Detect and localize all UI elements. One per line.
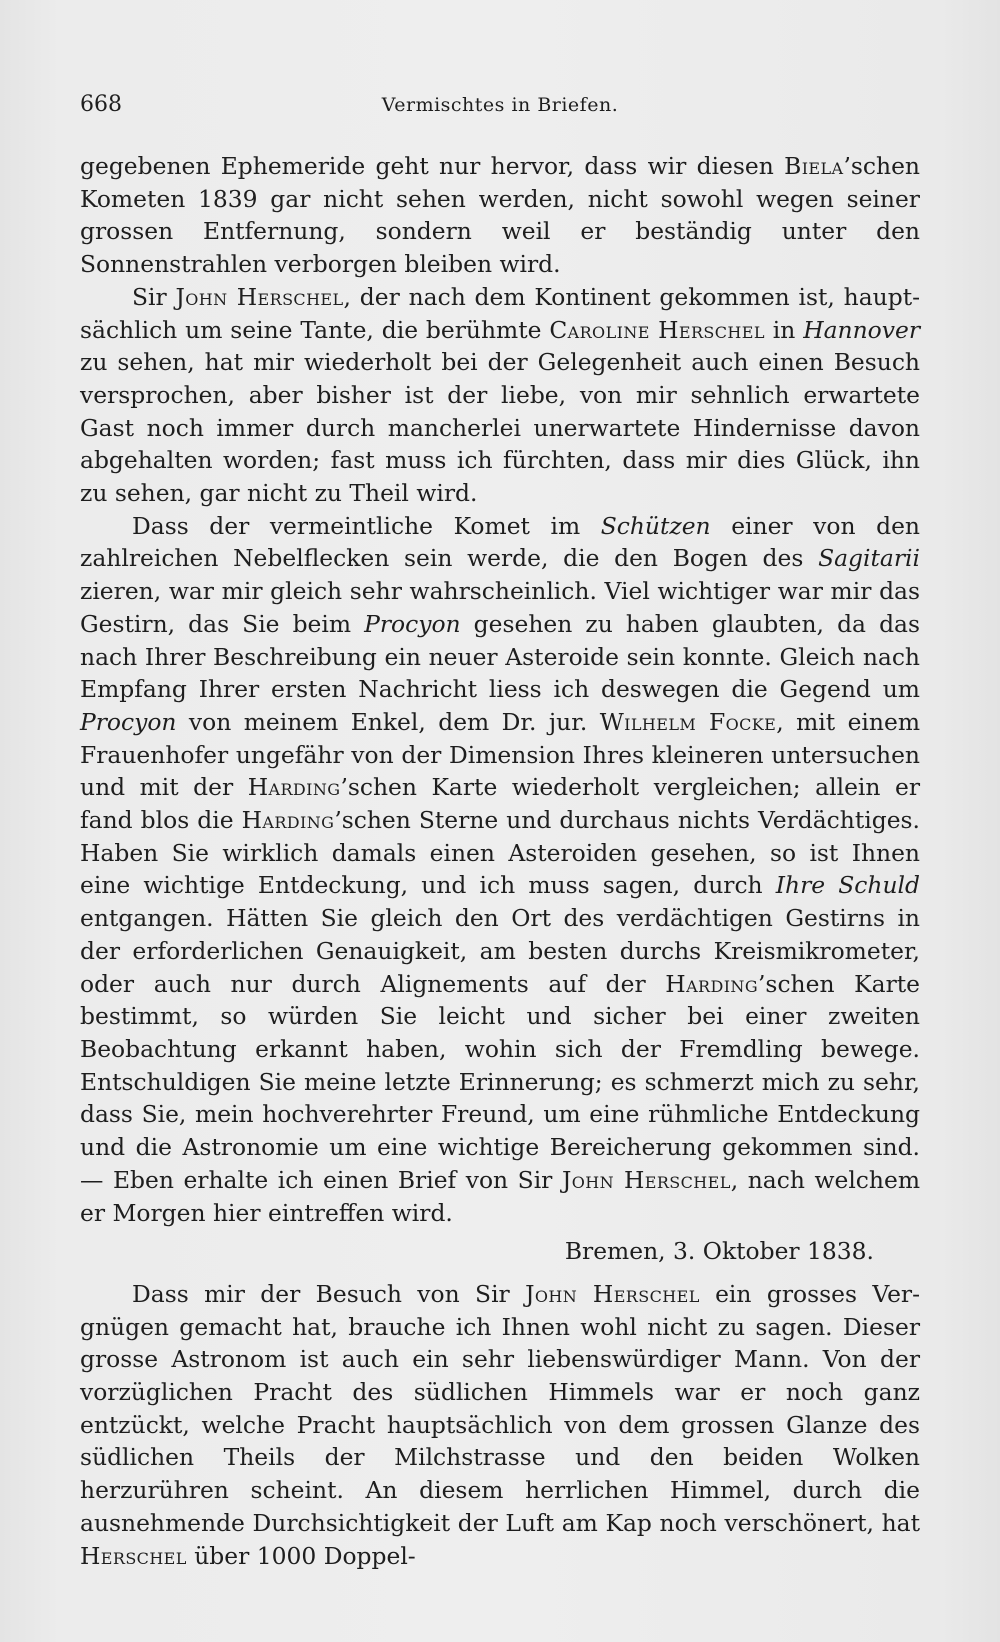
text-run: gegebenen Ephemeride geht nur hervor, dass wir diesen: [80, 152, 785, 180]
text-run: ’schen Kometen 1839 gar nicht sehen werden, nicht sowohl wegen seiner grossen Entfernung, sondern weil er beständig unter den Sonnenstrahlen verborgen bleiben wird.: [80, 152, 920, 279]
paragraph-comet: [80, 510, 920, 1229]
text-run: Dass mir der Besuch von Sir: [132, 1279, 526, 1308]
term-schuetzen: Schützen: [600, 511, 711, 540]
text-run: entgangen. Hätten Sie gleich den Ort des verdächtigen Gestirns in der erforderlichen Genauigkeit, am besten durchs Kreismikrometer, oder auch nur durch Alignements auf der: [80, 904, 920, 998]
paragraph-herschel-visit: [80, 281, 920, 510]
name-harding: Harding: [241, 806, 335, 835]
paragraph-visit-report: [80, 1278, 920, 1572]
text-run: Dass der vermeintliche Komet im: [132, 511, 601, 540]
text-run: Sir: [132, 282, 176, 311]
term-procyon: Procyon: [80, 707, 177, 736]
letter-dateline: Bremen, 3. Oktober 1838.: [564, 1237, 874, 1266]
name-biela: Biela: [784, 152, 844, 180]
name-john-herschel: John Herschel: [175, 282, 344, 311]
text-run: gesehen zu haben glaubten, da das nach Ihrer Beschreibung ein neuer Asteroide sein konnte. Gleich nach Empfang Ihrer ersten Nachricht liess ich deswegen die Gegend um: [80, 609, 920, 704]
text-run: , der nach dem Kontinent gekommen ist, hauptsächlich um seine Tante, die berühmte: [80, 282, 921, 344]
text-run: ein grosses Vergnügen gemacht hat, brauche ich Ihnen wohl nicht zu sagen. Dieser grosse Astronom ist auch ein sehr liebenswürdiger Mann. Von der vorzüglichen Pracht des südlichen Himmels war er noch ganz entzückt, welche Pracht hauptsächlich von dem grossen Glanze des südlichen Theils der Milchstrasse und den beiden Wolken herzurühren scheint. An diesem herrlichen Himmel, durch die ausnehmende Durchsichtigkeit der Luft am Kap noch verschönert, hat: [80, 1279, 920, 1537]
term-ihre-schuld: Ihre Schuld: [775, 871, 920, 900]
name-harding: Harding: [665, 969, 758, 998]
text-run: zieren, war mir gleich sehr wahrscheinlich. Viel wichtiger war mir das Gestirn, das Sie beim: [80, 577, 920, 638]
page-body: [80, 150, 920, 1572]
name-herschel: Herschel: [80, 1541, 187, 1570]
text-run: , nach welchem er Morgen hier eintreffen wird.: [80, 1165, 920, 1227]
name-john-herschel: John Herschel: [525, 1279, 700, 1308]
text-run: einer von den zahlreichen Nebelflecken sein werde, die den Bogen des: [80, 511, 920, 573]
term-sagitarii: Sagitarii: [818, 544, 920, 573]
term-procyon: Procyon: [364, 609, 461, 638]
text-run: zu sehen, hat mir wiederholt bei der Gelegenheit auch einen Besuch versprochen, aber bisher ist der liebe, von mir sehnlich erwartete Gast noch immer durch mancherlei unerwartete Hindernisse davon abgehalten worden; fast muss ich fürchten, dass mir dies Glück, ihn zu sehen, gar nicht zu Theil wird.: [80, 348, 920, 508]
text-run: ’schen Karte wiederholt vergleichen; allein er fand blos die: [80, 773, 921, 835]
text-run: in: [764, 315, 804, 344]
place-hannover: Hannover: [803, 315, 920, 344]
running-title: Vermischtes in Briefen.: [381, 94, 619, 116]
name-harding: Harding: [247, 773, 341, 802]
text-run: über 1000 Doppel-: [186, 1541, 416, 1570]
text-run: , mit einem Frauenhofer ungefähr von der Dimension Ihres kleineren untersuchen und mit der: [80, 707, 920, 802]
page-header: [80, 92, 920, 128]
text-run: von meinem Enkel, dem Dr. jur.: [176, 707, 600, 736]
name-john-herschel: John Herschel: [561, 1165, 731, 1194]
text-run: ’schen Karte bestimmt, so würden Sie leicht und sicher bei einer zweiten Beobachtung erkannt haben, wohin sich der Fremdling bewege. Entschuldigen Sie meine letzte Erinnerung; es schmerzt mich zu sehr, dass Sie, mein hochverehrter Freund, um eine rühmliche Entdeckung und die Astronomie um eine wichtige Bereicherung gekommen sind. — Eben erhalte ich einen Brief von Sir: [80, 969, 920, 1194]
page-number: 668: [80, 92, 122, 117]
paragraph-continuation: [80, 150, 920, 281]
name-caroline-herschel: Caroline Herschel: [549, 315, 765, 344]
name-wilhelm-focke: Wilhelm Focke: [599, 707, 777, 736]
text-run: ’schen Sterne und durchaus nichts Verdächtiges. Haben Sie wirklich damals einen Asteroiden gesehen, so ist Ihnen eine wichtige Entdeckung, und ich muss sagen, durch: [80, 806, 920, 900]
